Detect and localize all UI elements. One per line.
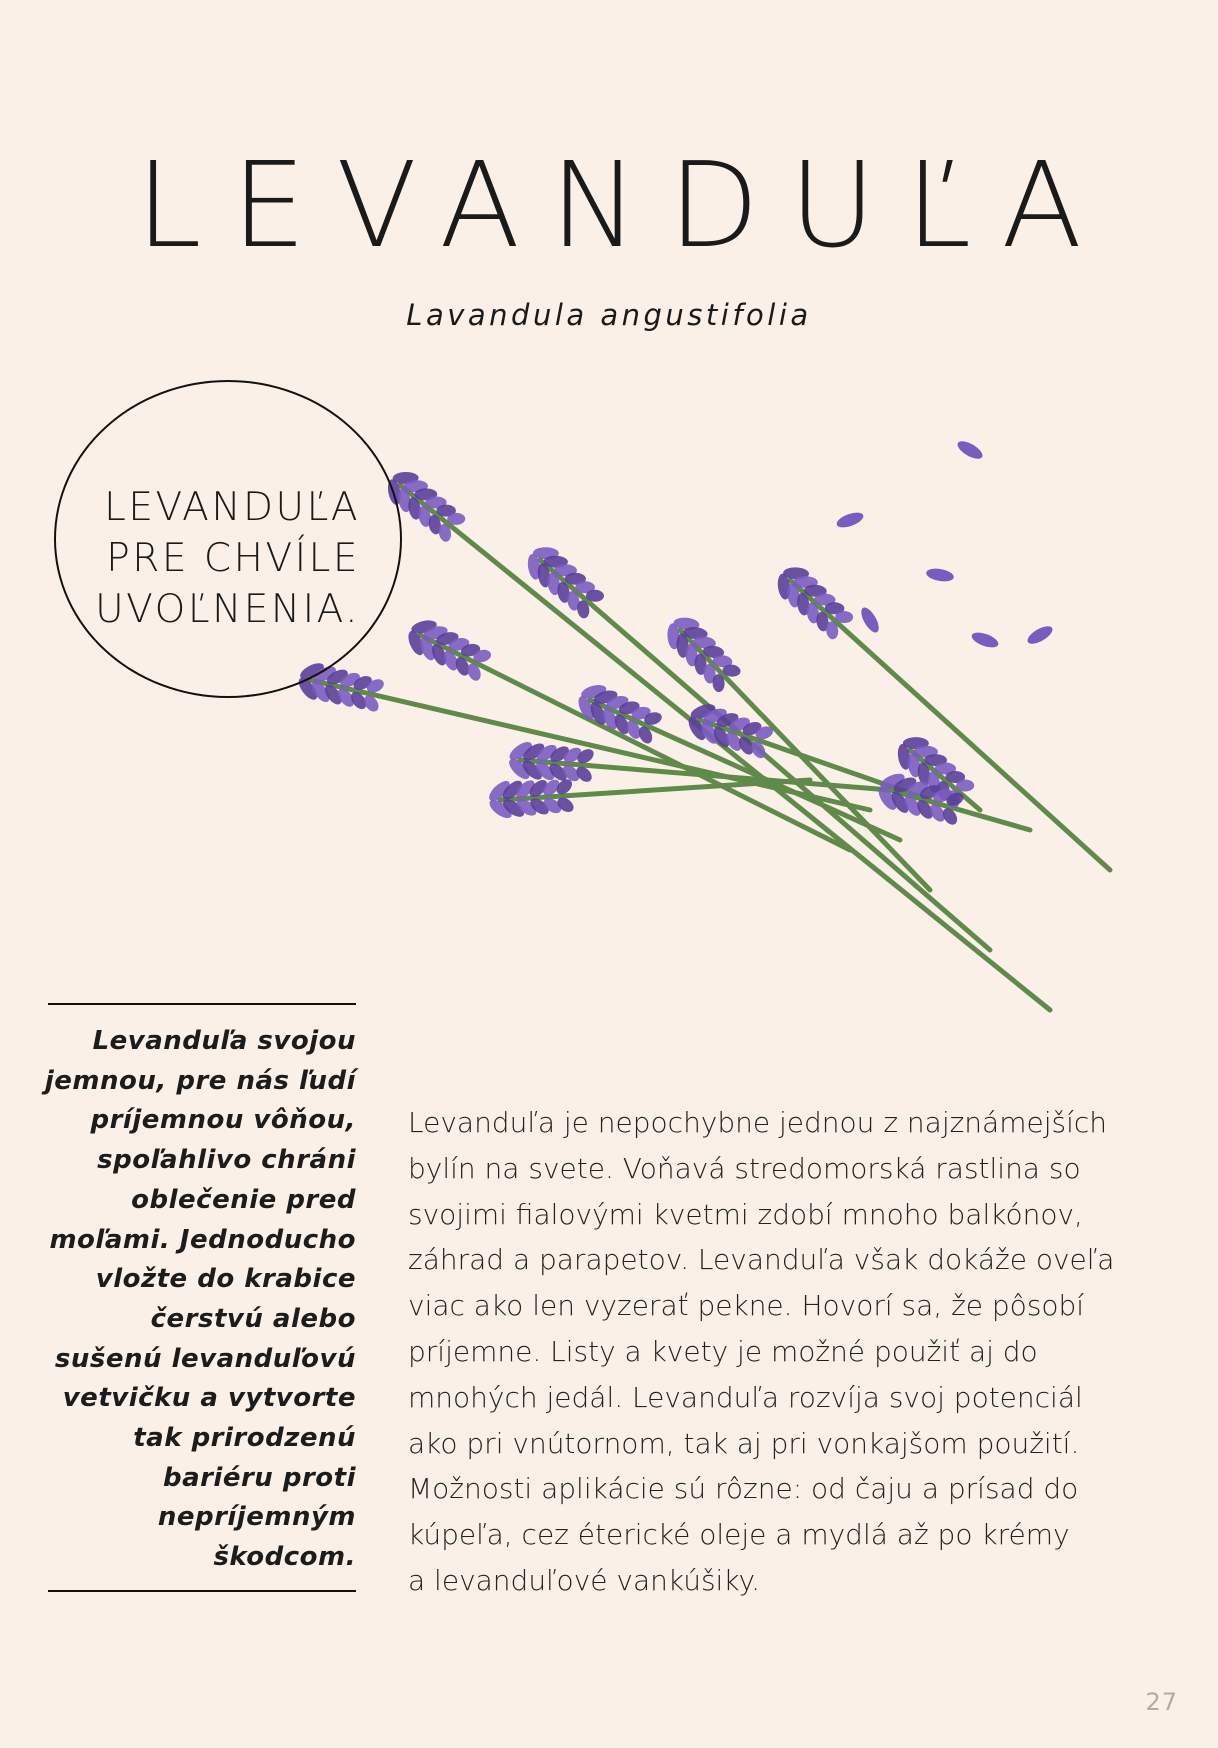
- lavender-petal: [835, 510, 865, 531]
- quote-line: príjemnou vôňou,: [90, 1105, 356, 1136]
- latin-name: Lavandula angustifolia: [406, 298, 812, 332]
- lavender-petal: [970, 630, 1000, 651]
- circle-line: UVOĽNENIA.: [95, 587, 360, 632]
- quote-line: vetvičku a vytvorte: [62, 1383, 356, 1414]
- body-line: bylín na svete. Voňavá stredomorská rastlina so: [408, 1151, 1081, 1185]
- body-line: príjemne. Listy a kvety je možné použiť aj do: [408, 1334, 1038, 1368]
- quote-line: Levanduľa svojou: [92, 1026, 356, 1056]
- lavender-petal: [858, 605, 882, 635]
- quote-line: čerstvú alebo: [150, 1303, 356, 1334]
- body-line: a levanduľové vankúšiky.: [408, 1563, 761, 1597]
- quote-line: vložte do krabice: [95, 1264, 356, 1295]
- quote-line: tak prirodzenú: [133, 1423, 356, 1454]
- lavender-stem: [400, 485, 1050, 1010]
- quote-line: spoľahlivo chráni: [97, 1145, 356, 1176]
- circle-line: PRE CHVÍLE: [106, 536, 360, 581]
- quote-line: moľami. Jednoducho: [49, 1224, 356, 1255]
- lavender-petal: [925, 567, 955, 584]
- body-line: viac ako len vyzerať pekne. Hovorí sa, že pôsobí: [408, 1289, 1085, 1323]
- lavender-petal: [1025, 623, 1055, 647]
- body-line: kúpeľa, cez éterické oleje a mydlá až po krémy: [408, 1518, 1070, 1552]
- quote-line: sušenú levanduľovú: [54, 1343, 356, 1374]
- body-text: [408, 1100, 1168, 1604]
- body-line: záhrad a parapetov. Levanduľa však dokáže oveľa: [408, 1243, 1115, 1277]
- lavender-petal: [955, 438, 985, 462]
- quote-line: oblečenie pred: [131, 1184, 356, 1215]
- circle-text: [60, 482, 360, 635]
- body-line: Možnosti aplikácie sú rôzne: od čaju a prísad do: [408, 1472, 1079, 1506]
- quote-line: škodcom.: [213, 1542, 356, 1573]
- quote-line: bariéru proti: [162, 1462, 356, 1493]
- quote-line: nepríjemným: [157, 1502, 356, 1533]
- quote-divider-top: [48, 1003, 356, 1005]
- body-line: mnohých jedál. Levanduľa rozvíja svoj potenciál: [408, 1380, 1083, 1414]
- circle-line: LEVANDUĽA: [104, 485, 360, 530]
- page-title: LEVANDUĽA: [135, 136, 1113, 274]
- body-line: Levanduľa je nepochybne jednou z najznámejších: [408, 1106, 1108, 1139]
- lavender-stem: [790, 580, 1110, 870]
- body-line: ako pri vnútornom, tak aj pri vonkajšom použití.: [408, 1426, 1080, 1460]
- quote-divider-bottom: [48, 1590, 356, 1592]
- quote-line: jemnou, pre nás ľudí: [44, 1065, 356, 1096]
- page-number: 27: [1145, 1688, 1178, 1716]
- body-line: svojimi fialovými kvetmi zdobí mnoho balkónov,: [408, 1197, 1083, 1231]
- lavender-illustration: [290, 430, 1190, 1060]
- pull-quote: [40, 1022, 356, 1578]
